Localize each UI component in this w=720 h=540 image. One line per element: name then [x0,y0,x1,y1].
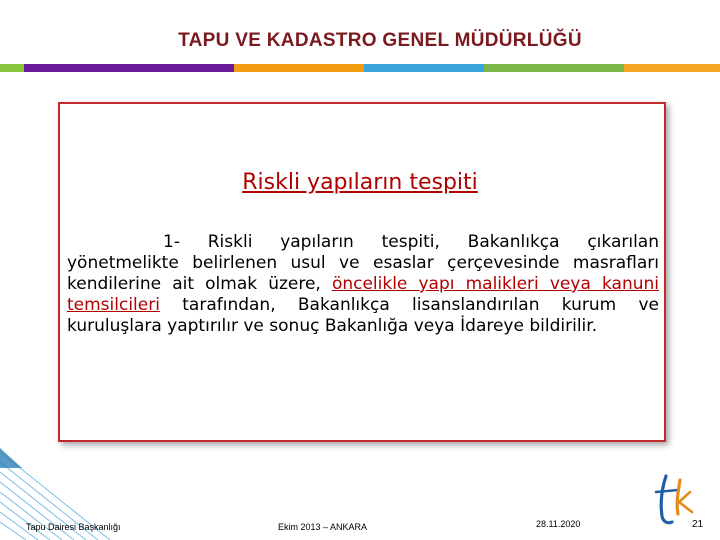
page-number: 21 [692,519,704,530]
color-bar-segment [0,64,24,72]
paragraph-underlined-text: öncelikle yapı malikleri veya kanuni temsilcileri [67,274,659,315]
footer-organization: Tapu Dairesi Başkanlığı [26,522,121,532]
footer-event: Ekim 2013 – ANKARA [278,522,368,532]
paragraph-text-1: 1- Riskli yapıların tespiti, Bakanlıkça çıkarılan yönetmelikte belirlenen usul ve esaslar çerçevesinde masrafları kendilerine ait olmak üzere, [67,232,659,294]
color-bar-segment [484,64,624,72]
color-bar-segment [24,64,234,72]
paragraph-text-2: tarafından, Bakanlıkça lisanslandırılan kurum ve kuruluşlara yaptırılır ve sonuç Bakanlığa veya İdareye bildirilir. [67,295,659,336]
slide-heading: Riskli yapıların tespiti [242,170,478,195]
color-bar [0,64,720,72]
slide-paragraph [67,232,659,337]
color-bar-segment [234,64,364,72]
tkgm-logo-icon [652,470,696,526]
header-title: TAPU VE KADASTRO GENEL MÜDÜRLÜĞÜ [178,30,582,51]
footer-date: 28.11.2020 [536,519,581,529]
color-bar-segment [364,64,484,72]
color-bar-segment [624,64,720,72]
